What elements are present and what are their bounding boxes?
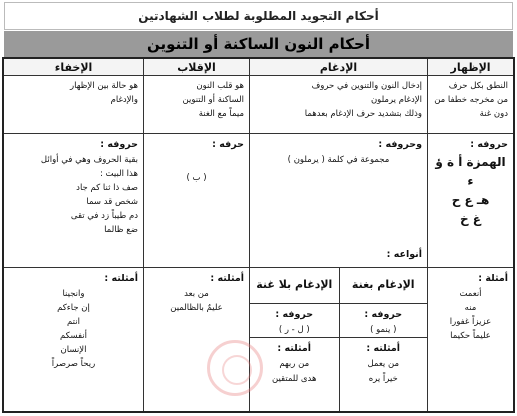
izhar-examples-cell [428, 268, 513, 411]
heading-iqlab: الإقلاب [144, 59, 249, 76]
izhar-definition-line: النطق بكل حرف [448, 81, 508, 91]
idgham-types-table [250, 267, 427, 411]
iqlab-examples-label: أمثلته : [210, 273, 244, 284]
idgham-with-ghunna-examples-label: أمثلته : [366, 343, 401, 354]
idgham-without-ghunna [250, 268, 339, 411]
idgham-without-ghunna-examples-cell [250, 338, 339, 389]
izhar-examples-label: أمثلة : [478, 273, 508, 284]
heading-izhar: الإظهار [428, 59, 513, 76]
rules-table [2, 57, 515, 413]
ikhfa-letters-line: ضع ظالما [104, 224, 138, 235]
idgham-with-ghunna [339, 268, 428, 411]
iqlab-definition-line: ميماً مع الغنة [198, 109, 244, 120]
izhar-letters-label: حروفه : [470, 139, 508, 150]
ikhfa-letters-cell [4, 134, 143, 268]
idgham-with-ghunna-example: خيراً يره [368, 373, 398, 384]
idgham-definition-line: وذلك بتشديد حرف الإدغام بعدهما [304, 109, 422, 120]
idgham-definition [250, 76, 427, 134]
ikhfa-letters-label: حروفه : [100, 139, 138, 150]
idgham-without-ghunna-letters: ( ل - ر ) [278, 325, 310, 336]
izhar-letter-group: غ خ [459, 212, 482, 227]
idgham-definition-line: الإدغام يرملون [370, 95, 422, 106]
izhar-definition-line: دون غنة [479, 109, 508, 120]
idgham-with-ghunna-examples-cell [340, 338, 428, 389]
iqlab-example: من بعد [184, 288, 209, 299]
column-izhar [427, 59, 513, 411]
izhar-letters [433, 153, 508, 230]
ikhfa-examples-label: أمثلته : [104, 273, 138, 284]
idgham-types-label: أنواعه : [386, 249, 422, 261]
izhar-example: عزيزاً غفورا [449, 316, 492, 327]
column-ikhfa [4, 59, 143, 411]
ikhfa-definition-line: والإدغام [110, 95, 138, 106]
column-idgham [249, 59, 427, 411]
idgham-without-ghunna-examples-label: أمثلته : [277, 343, 312, 354]
idgham-with-ghunna-letters-cell [340, 304, 428, 338]
ikhfa-example: انتم [67, 316, 80, 327]
idgham-without-ghunna-example: من ربهم [279, 359, 310, 370]
idgham-with-ghunna-letters-label: حروفه : [364, 309, 403, 320]
document-title: أحكام التجويد المطلوبة لطلاب الشهادتين [4, 2, 513, 30]
ikhfa-example: وانجينا [62, 288, 85, 299]
idgham-with-ghunna-letters: ( ينمو ) [370, 325, 397, 336]
izhar-letters-cell [428, 134, 513, 268]
column-iqlab [143, 59, 249, 411]
ikhfa-example: أنفسكم [60, 330, 87, 341]
heading-idgham-with-ghunna: الإدغام بغنة [340, 268, 428, 304]
idgham-definition-line: إدخال النون والتنوين في حروف [311, 81, 422, 91]
iqlab-definition [144, 76, 249, 134]
iqlab-letters: ( ب ) [186, 172, 207, 183]
ikhfa-letters-line: بقية الحروف وهي في أوائل [40, 154, 138, 165]
iqlab-definition-line: هو قلب النون [196, 81, 244, 91]
idgham-letters-cell [250, 134, 427, 267]
iqlab-letters-cell [144, 134, 249, 268]
idgham-letters: مجموعة في كلمة ( يرملون ) [287, 154, 390, 165]
ikhfa-letters-line: دم طيباً زد في تقى [70, 210, 138, 221]
idgham-without-ghunna-example: هدى للمتقين [271, 373, 317, 384]
idgham-letters-label: وحروفه : [378, 139, 422, 150]
iqlab-examples-cell [144, 268, 249, 411]
ikhfa-example: إن جاءكم [57, 302, 90, 313]
ikhfa-letters-line: صف ذا ثنا كم جاد [76, 182, 138, 193]
ikhfa-examples [9, 287, 138, 371]
izhar-letter-group: هـ ع ح [451, 193, 490, 208]
iqlab-definition-line: الساكنة أو التنوين [182, 95, 244, 106]
iqlab-example: عليمٌ بالظالمين [170, 302, 223, 313]
ikhfa-letters-line: شخص قد سما [86, 196, 138, 207]
ikhfa-definition [4, 76, 143, 134]
iqlab-letters-label: حرفه : [212, 139, 244, 150]
iqlab-examples [149, 287, 244, 315]
ikhfa-examples-cell [4, 268, 143, 411]
izhar-letter-group: الهمزة أ ة ؤ ء [435, 154, 506, 188]
ikhfa-letters-line: هذا البيت : [99, 168, 138, 179]
izhar-example: منه [464, 302, 477, 313]
izhar-definition [428, 76, 513, 134]
izhar-example: عليماً حكيما [450, 330, 491, 341]
izhar-definition-line: من مخرجه خطفا من [434, 95, 508, 106]
ikhfa-example: الإنسان [60, 344, 87, 355]
heading-idgham: الإدغام [250, 59, 427, 76]
idgham-with-ghunna-example: من يعمل [367, 359, 400, 370]
izhar-example: أنعمت [459, 288, 482, 299]
idgham-without-ghunna-letters-label: حروفه : [275, 309, 314, 320]
ikhfa-example: ريحاً صرصراً [51, 358, 96, 369]
idgham-without-ghunna-letters-cell [250, 304, 339, 338]
ikhfa-definition-line: هو حالة بين الإظهار [70, 81, 138, 91]
heading-idgham-without-ghunna: الإدغام بلا غنة [250, 268, 339, 304]
section-title-band: أحكام النون الساكنة أو التنوين [4, 31, 513, 57]
izhar-examples [433, 287, 508, 343]
heading-ikhfa: الإخفاء [4, 59, 143, 76]
